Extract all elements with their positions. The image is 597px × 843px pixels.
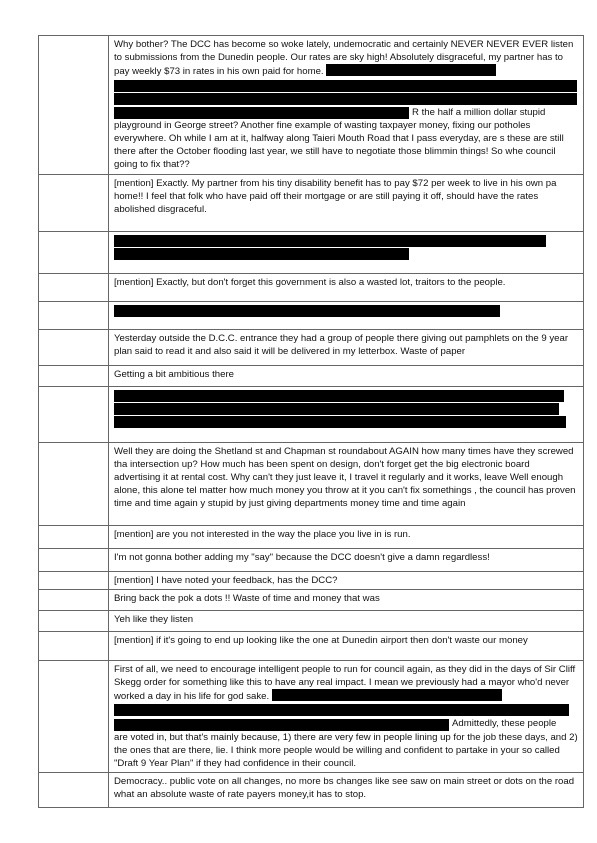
redaction-block [114, 416, 566, 428]
submissions-table [38, 35, 584, 808]
id-cell [39, 386, 109, 442]
id-cell [39, 631, 109, 660]
id-cell [39, 231, 109, 273]
id-cell [39, 365, 109, 386]
comment-cell [109, 231, 584, 273]
id-cell [39, 525, 109, 548]
comment-text: are voted in, but that's mainly because, 1) there are very few in people lining up for the job these days, and 2) the ones that are there, lie. I think more people would be willing and confident to partake in your so called "Draft 9 Year Plan" if they had confidence in their council. [114, 731, 578, 770]
comment-cell [109, 660, 584, 772]
table-row [39, 589, 584, 610]
table-row [39, 525, 584, 548]
table-row [39, 773, 584, 808]
comment-cell [109, 442, 584, 525]
redaction-block [114, 235, 546, 247]
redaction-block [114, 305, 500, 317]
comment-cell [109, 36, 584, 175]
id-cell [39, 442, 109, 525]
comment-text: I'm not gonna bother adding my "say" because the DCC doesn't give a damn regardless! [114, 551, 490, 563]
table-row [39, 273, 584, 301]
table-row [39, 631, 584, 660]
redaction-block [114, 93, 577, 105]
id-cell [39, 174, 109, 231]
table-row [39, 442, 584, 525]
comment-cell [109, 548, 584, 571]
comment-text: Admittedly, these people [452, 718, 557, 730]
table-row [39, 174, 584, 231]
comment-cell [109, 273, 584, 301]
comment-text: [mention] I have noted your feedback, has the DCC? [114, 574, 338, 586]
comment-text: Bring back the pok a dots !! Waste of time and money that was [114, 592, 380, 604]
id-cell [39, 36, 109, 175]
id-cell [39, 301, 109, 329]
table-row [39, 36, 584, 175]
id-cell [39, 773, 109, 808]
table-row [39, 386, 584, 442]
comment-cell [109, 773, 584, 808]
comment-cell [109, 631, 584, 660]
comment-cell [109, 365, 584, 386]
comment-text: [mention] if it's going to end up looking like the one at Dunedin airport then don't waste our money [114, 634, 528, 646]
redaction-line [114, 106, 578, 119]
table-row [39, 571, 584, 589]
redaction-block [114, 107, 409, 119]
table-row [39, 660, 584, 772]
comment-text: Yesterday outside the D.C.C. entrance they had a group of people there giving out pamphlets on the 9 year plan said to read it and also said it will be delivered in my letterbox. Waste of paper [114, 332, 569, 357]
comment-text: Getting a bit ambitious there [114, 368, 234, 380]
comment-cell [109, 329, 584, 365]
redaction-block [114, 704, 569, 716]
id-cell [39, 589, 109, 610]
table-row [39, 231, 584, 273]
comment-text: Why bother? The DCC has become so woke lately, undemocratic and certainly NEVER NEVER EVER listen to submissions from the Dunedin people. Our rates are sky high! Absolutely disgraceful, my partner has to pay weekly $73 in rates in his own paid for home. [114, 39, 574, 78]
id-cell [39, 329, 109, 365]
id-cell [39, 548, 109, 571]
id-cell [39, 571, 109, 589]
comment-text: [mention] are you not interested in the way the place you live in is run. [114, 528, 411, 540]
comment-text: [mention] Exactly, but don't forget this government is also a wasted lot, traitors to the people. [114, 276, 506, 288]
table-row [39, 365, 584, 386]
redaction-block [114, 719, 449, 731]
comment-cell [109, 386, 584, 442]
comment-cell [109, 525, 584, 548]
redaction-block [114, 390, 564, 402]
id-cell [39, 660, 109, 772]
redaction-line [114, 717, 578, 730]
table-row [39, 610, 584, 631]
table-row [39, 301, 584, 329]
redaction-block [114, 80, 577, 92]
comment-text: playground in George street? Another fine example of wasting taxpayer money, fixing our potholes everywhere. Oh while I am at it, halfway along Taieri Mouth Road that I pass everyday, are s these are still there after the October flooding last year, we still have to negotiate those blimmin things! So whe council going to fix that?? [114, 119, 564, 171]
comment-cell [109, 174, 584, 231]
id-cell [39, 273, 109, 301]
redaction-block [272, 689, 502, 701]
id-cell [39, 610, 109, 631]
redaction-block [326, 64, 496, 76]
redaction-block [114, 248, 409, 260]
comment-text: First of all, we need to encourage intelligent people to run for council again, as they did in the days of Sir Cliff Skegg order for something like this to have any real impact. I mean we previously had a mayor who'd never worked a day in his life for god sake. [114, 663, 576, 703]
comment-cell [109, 301, 584, 329]
comment-text: [mention] Exactly. My partner from his tiny disability benefit has to pay $72 per week to live in his own pa home!! I feel that folk who have paid off their mortgage or are still paying it off, should have the rates abolished disgraceful. [114, 177, 557, 216]
table-row [39, 329, 584, 365]
comment-text: Well they are doing the Shetland st and Chapman st roundabout AGAIN how many times have they screwed tha intersection up? How much has been spent on design, don't forget get the big electronic board advertising it at rental cost. Why can't they just leave it, I travel it regularly and it works, leave Well enough alone, this alone tel matter how much money you throw at it you can't fix somethings , the council has proven time and time again y stupid by just giving departments money time and time again [114, 445, 576, 510]
comment-text: R the half a million dollar stupid [412, 106, 546, 118]
comment-cell [109, 571, 584, 589]
comment-cell [109, 610, 584, 631]
comment-text: Yeh like they listen [114, 613, 194, 625]
comment-cell [109, 589, 584, 610]
comment-text: Democracy.. public vote on all changes, no more bs changes like see saw on main street or dots on the road what an absolute waste of rate payers money,it has to stop. [114, 776, 575, 801]
table-row [39, 548, 584, 571]
redaction-block [114, 403, 559, 415]
